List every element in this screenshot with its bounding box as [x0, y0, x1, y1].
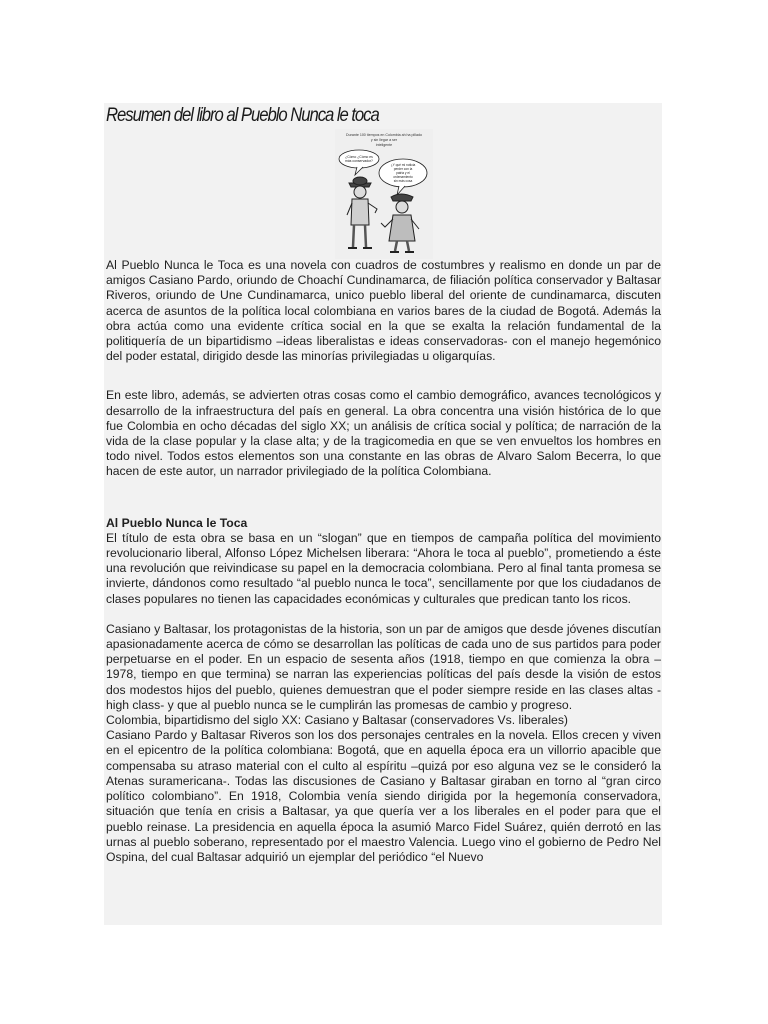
paragraph-personajes: Casiano Pardo y Baltasar Riveros son los dos personajes centrales en la novela. Ellos crecen y viven en el epicentro de la política colombiana: Bogotá, que en aquella época era un villorrio apacible que compensaba su atraso material con el culto al espíritu –quizá por eso alguna vez se le consideró la Atenas suramericana-. Todas las discusiones de Casiano y Baltasar giraban en torno al “gran circo político colombiano”. En 1918, Colombia venía siendo dirigida por la hegemonía conservadora, situación que tenía en crisis a Baltasar, ya que quería ver a los liberales en el poder para que el pueblo reinase. La presidencia en aquella época la asumió Marco Fidel Suárez, quién derrotó en las urnas al pueblo soberano, representado por el maestro Valencia. Luego vino el gobierno de Pedro Nel Ospina, del cual Baltasar adquirió un ejemplar del periódico “el Nuevo: [106, 728, 661, 864]
page-title: Resumen del libro al Pueblo Nunca le toca: [106, 105, 379, 126]
left-bubble-text: más conservador?: [345, 159, 373, 163]
document-page: [104, 103, 662, 925]
article-body: [106, 258, 661, 865]
cartoon-caption-line: y sin llegar a ser: [370, 138, 398, 142]
right-bubble-text: perder con la: [393, 167, 413, 171]
cartoon-caption-line: inteligente: [375, 143, 393, 147]
right-bubble-text: sin más cosa: [393, 179, 413, 183]
right-bubble-text: ¿Y qué mi noticia: [390, 163, 416, 167]
paragraph-intro: Al Pueblo Nunca le Toca es una novela con cuadros de costumbres y realismo en donde un par de amigos Casiano Pardo, oriundo de Choachí Cundinamarca, de filiación política conservador y Baltasar Riveros, oriundo de Une Cundinamarca, unico pueblo liberal del oriente de cundinamarca, discuten acerca de asuntos de la política local colombiana en varios bares de la ciudad de Bogotá. Además la obra actúa como una evidente crítica social en la que se exalta la relación fundamental de la politiquería de un bipartidismo –ideas liberalistas e ideas conservadoras- con el manejo hegemónico del poder estatal, dirigido desde las minorías privilegiadas u oligarquías.: [106, 258, 661, 364]
paragraph-protagonistas: Casiano y Baltasar, los protagonistas de la historia, son un par de amigos que desde jóvenes discutían apasionadamente acerca de cómo se desarrollan las políticas de cada uno de sus partidos para poder perpetuarse en el poder. En un espacio de sesenta años (1918, tiempo en que comienza la obra – 1978, tiempo en que termina) se narran las experiencias políticas del país desde la visión de estos dos modestos hijos del pueblo, quienes demuestran que el poder siempre reside en las clases altas -high class- y que al pueblo nunca se le cumplirán las promesas de cambio y progreso.: [106, 621, 661, 712]
section-heading: Al Pueblo Nunca le Toca: [106, 515, 248, 530]
cartoon-caption-line: Durante 100 tiempos en Colombia ah ha pillado: [346, 133, 422, 137]
paragraph-titulo: El título de esta obra se basa en un “slogan” que en tiempos de campaña política del movimiento revolucionario liberal, Alfonso López Michelsen liberara: “Ahora le toca al pueblo”, prometiendo a éste una revolución que reivindicase su papel en la democracia colombiana. Pero al final tanta promesa se invierte, dándonos como resultado “al pueblo nunca le toca”, sencillamente por que los ciudadanos de clases populares no tienen las capacidades económicas y culturales que predican tanto los ricos.: [106, 530, 661, 606]
right-bubble-text: patria y el: [396, 171, 410, 175]
right-bubble-text: ordenamiento: [393, 175, 413, 179]
paragraph-subtitle: Colombia, bipartidismo del siglo XX: Casiano y Baltasar (conservadores Vs. liberales): [106, 713, 568, 728]
left-bubble-text: ¿Cómo ¿Cómo es: [345, 155, 373, 159]
political-cartoon-image: [335, 129, 433, 259]
paragraph-libro: En este libro, además, se advierten otras cosas como el cambio demográfico, avances tecnológicos y desarrollo de la infraestructura del país en general. La obra concentra una visión histórica de lo que fue Colombia en ocho décadas del siglo XX; un análisis de crítica social y política; de narración de la vida de la clase popular y la clase alta; y de la tragicomedia en que se ven envueltos los hombres en todo nivel. Todos estos elementos son una constante en las obras de Alvaro Salom Becerra, lo que hacen de este autor, un narrador privilegiado de la política Colombiana.: [106, 388, 661, 479]
